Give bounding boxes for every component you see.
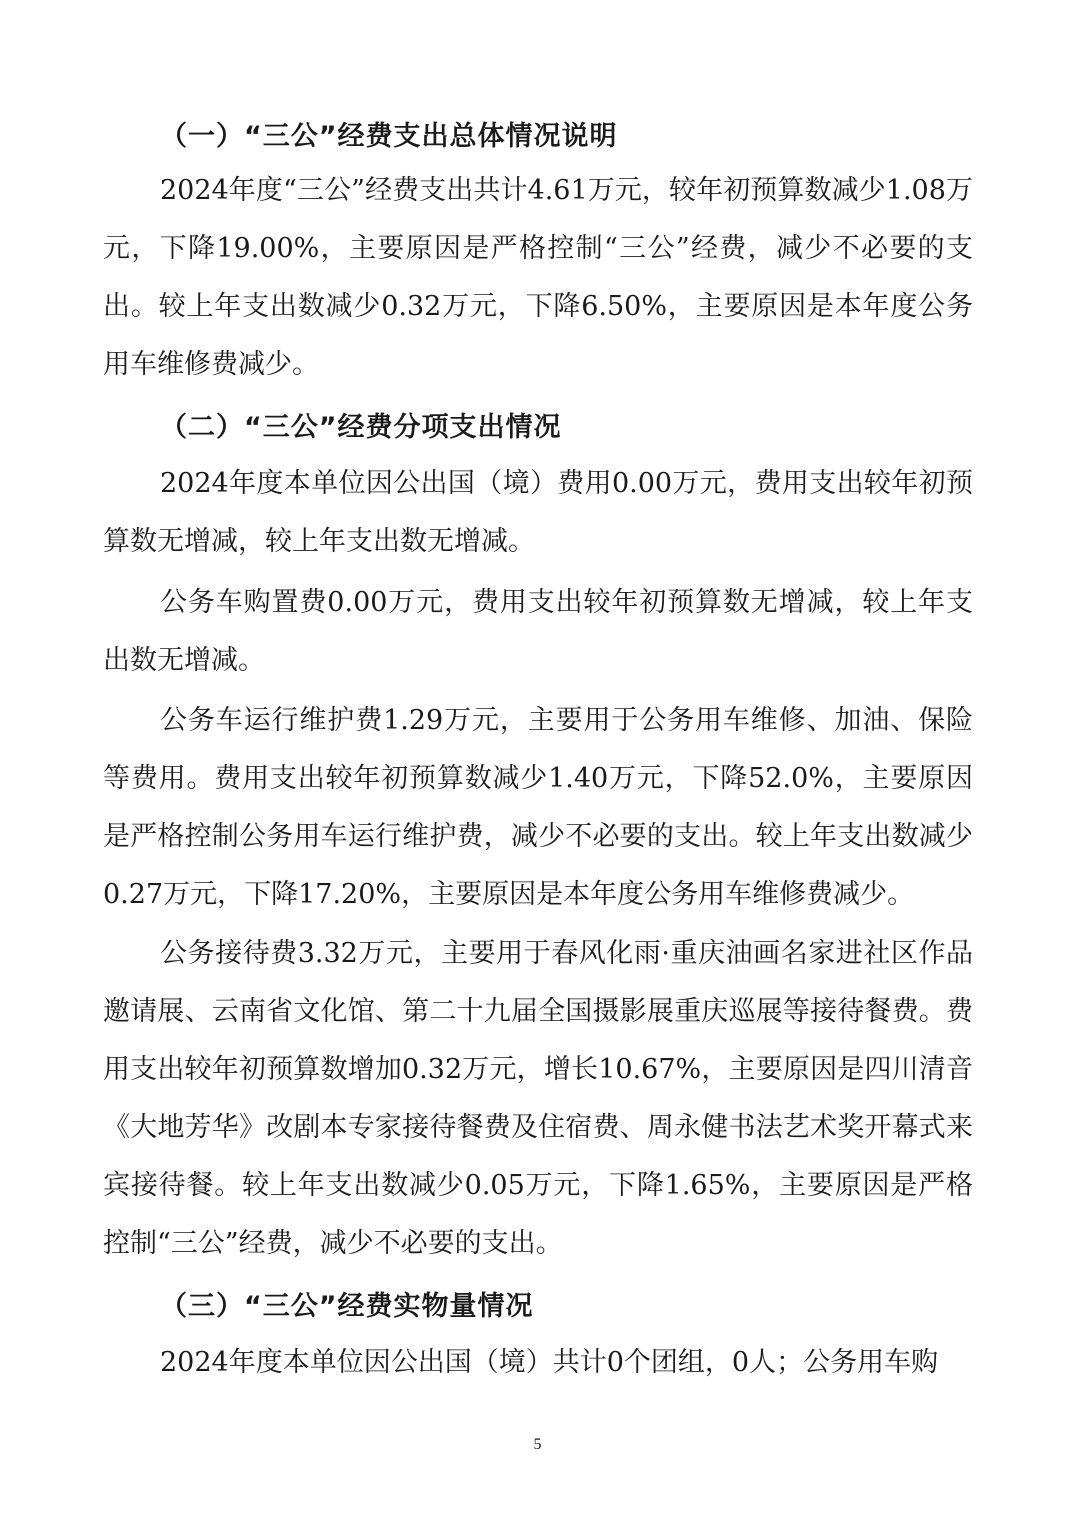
section-2-paragraph-outbound: 2024年度本单位因公出国（境）费用0.00万元，费用支出较年初预算数无增减，较上年支出数无增减。	[103, 468, 973, 557]
section-3-paragraph: 2024年度本单位因公出国（境）共计0个团组，0人；公务用车购	[160, 1347, 939, 1378]
section-2-heading: （二）“三公”经费分项支出情况	[160, 412, 562, 443]
section-2-paragraph-vehicle-maintenance: 公务车运行维护费1.29万元，主要用于公务用车维修、加油、保险等费用。费用支出较年初预算数减少1.40万元，下降52.0%，主要原因是严格控制公务用车运行维护费，减少不必要的支出。较上年支出数减少0.27万元，下降17.20%，主要原因是本年度公务用车维修费减少。	[103, 705, 973, 910]
page-number: 5	[533, 1436, 542, 1453]
section-3-heading: （三）“三公”经费实物量情况	[160, 1291, 534, 1322]
section-2-paragraph-vehicle-purchase: 公务车购置费0.00万元，费用支出较年初预算数无增减，较上年支出数无增减。	[103, 587, 973, 676]
section-2-paragraph-reception: 公务接待费3.32万元，主要用于春风化雨·重庆油画名家进社区作品邀请展、云南省文化馆、第二十九届全国摄影展重庆巡展等接待餐费。费用支出较年初预算数增加0.32万元，增长10.67%，主要原因是四川清音《大地芳华》改剧本专家接待餐费及住宿费、周永健书法艺术奖开幕式来宾接待餐。较上年支出数减少0.05万元，下降1.65%，主要原因是严格控制“三公”经费，减少不必要的支出。	[103, 938, 973, 1259]
section-1-paragraph: 2024年度“三公”经费支出共计4.61万元，较年初预算数减少1.08万元，下降19.00%，主要原因是严格控制“三公”经费，减少不必要的支出。较上年支出数减少0.32万元，下降6.50%，主要原因是本年度公务用车维修费减少。	[103, 175, 973, 380]
section-1-heading: （一）“三公”经费支出总体情况说明	[160, 121, 618, 152]
